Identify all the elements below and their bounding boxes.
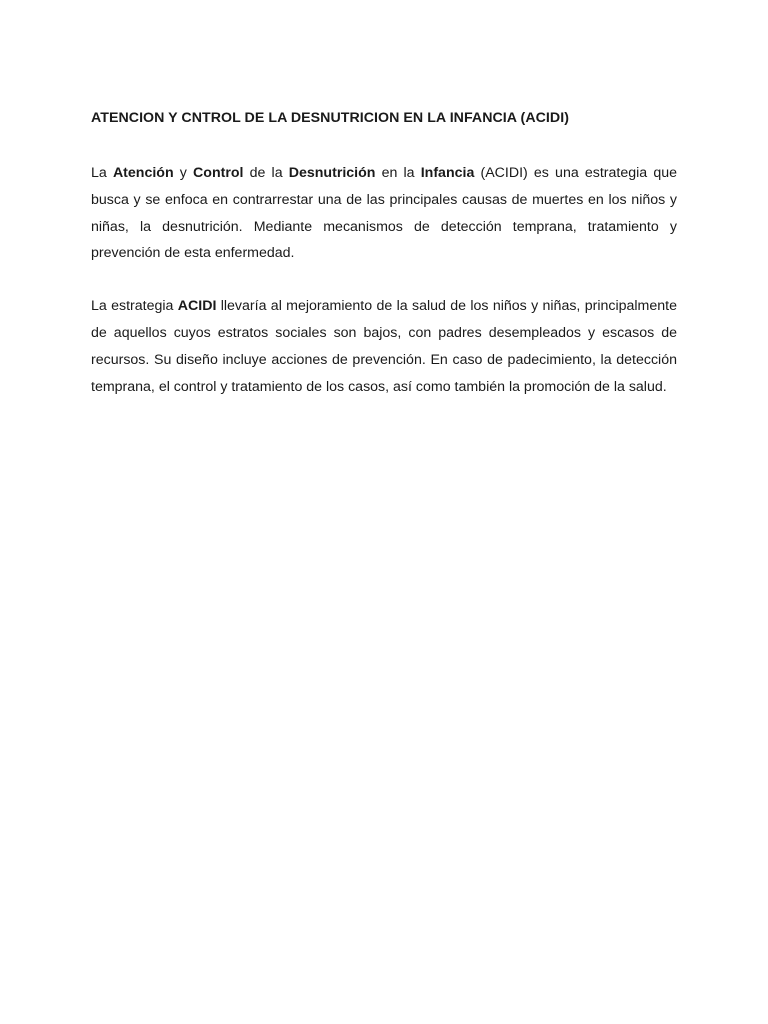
bold-term-infancia: Infancia	[420, 165, 475, 181]
paragraph-strategy	[91, 293, 677, 400]
text-run: (ACIDI) es una estrategia que busca y se enfoca en contrarrestar una de las principales causas de muertes en los niños y niñas, la desnutrición. Mediante mecanismos de detección temprana, tratamiento y prevención de esta enfermedad.	[91, 165, 677, 262]
text-run: en la	[375, 165, 421, 181]
document-page	[91, 108, 677, 400]
paragraph-intro	[91, 160, 677, 267]
bold-term-desnutricion: Desnutrición	[288, 165, 376, 181]
text-run: La	[91, 165, 113, 181]
document-title: ATENCION Y CNTROL DE LA DESNUTRICION EN LA INFANCIA (ACIDI)	[91, 110, 569, 126]
text-run: de la	[243, 165, 289, 181]
bold-term-atencion: Atención	[112, 165, 174, 181]
bold-term-control: Control	[193, 165, 244, 181]
bold-term-acidi: ACIDI	[177, 298, 217, 315]
text-run: y	[173, 165, 194, 181]
text-run: llevaría al mejoramiento de la salud de los niños y niñas, principalmente de aquellos cuyos estratos sociales son bajos, con padres desempleados y escasos de recursos. Su diseño incluye acciones de prevención. En caso de padecimiento, la detección temprana, el control y tratamiento de los casos, así como también la promoción de la salud.	[91, 298, 677, 395]
text-run: La estrategia	[91, 298, 178, 315]
